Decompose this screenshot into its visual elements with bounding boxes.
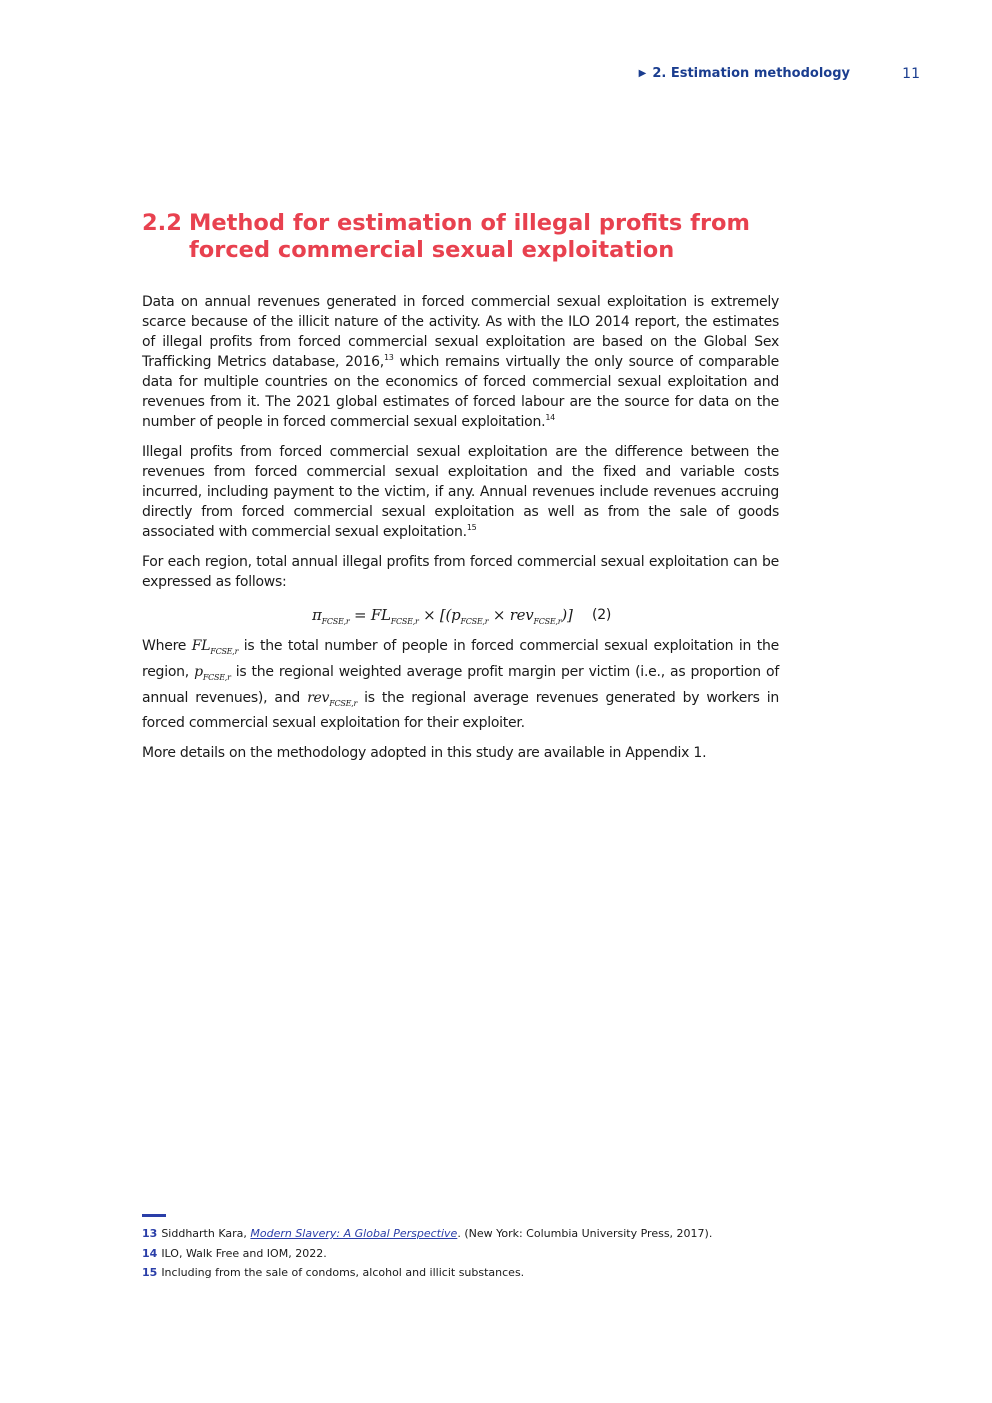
equation-row bbox=[142, 602, 779, 632]
math-p bbox=[194, 664, 231, 680]
footnote-number: 14 bbox=[142, 1246, 158, 1260]
page-number: 11 bbox=[902, 66, 920, 82]
paragraph-4-text-b: is the regional weighted average profit margin per victim (i.e., as proportion of annual revenues), and bbox=[142, 663, 780, 706]
header-section bbox=[639, 66, 850, 81]
eq-p: p bbox=[451, 606, 461, 624]
running-header bbox=[0, 66, 992, 86]
footnote-ref-14: 14 bbox=[545, 413, 555, 422]
footnote-divider bbox=[142, 1214, 166, 1217]
footnote-13 bbox=[142, 1224, 842, 1244]
footnote-number: 13 bbox=[142, 1227, 158, 1240]
paragraph-3: For each region, total annual illegal profits from forced commercial sexual exploitation can be expressed as follows: bbox=[142, 554, 779, 590]
footnote-text: Including from the sale of condoms, alcohol and illicit substances. bbox=[161, 1266, 525, 1279]
body-text bbox=[142, 292, 779, 773]
eq-rev: rev bbox=[509, 606, 534, 624]
eq-equals: = bbox=[349, 606, 371, 624]
paragraph-1 bbox=[142, 292, 779, 432]
eq-sub: FCSE,r bbox=[460, 617, 489, 626]
paragraph-2-text: Illegal profits from forced commercial sexual exploitation are the difference between the revenues from forced commercial sexual exploitation and the fixed and variable costs incurred, including payment to the victim, if any. Annual revenues include revenues accruing directly from forced commercial sexual exploitation as well as from the sale of goods associated with commercial sexual exploitation. bbox=[142, 444, 779, 540]
paragraph-1-text-b: which remains virtually the only source of comparable data for multiple countries on the economics of forced commercial sexual exploitation and revenues from it. The 2021 global estimates of forced labour are the source for data on the number of people in forced commercial sexual exploitation. bbox=[142, 354, 780, 430]
eq-fl: FL bbox=[370, 606, 391, 624]
eq-close: )] bbox=[561, 606, 573, 624]
equation bbox=[312, 605, 573, 632]
paragraph-4 bbox=[142, 636, 779, 733]
triangle-right-icon: ▶ bbox=[638, 68, 647, 79]
paragraph-4-where: Where bbox=[142, 638, 192, 654]
footnote-number: 15 bbox=[142, 1266, 158, 1279]
section-number: 2.2 bbox=[142, 210, 182, 236]
math-p-symbol: p bbox=[194, 663, 203, 680]
paragraph-2 bbox=[142, 442, 779, 542]
section-title: Method for estimation of illegal profits from forced commercial sexual exploitation bbox=[189, 210, 750, 263]
paragraph-4-text-a: is the total number of people in forced commercial sexual exploitation in the region, bbox=[142, 638, 780, 680]
math-rev bbox=[307, 690, 357, 706]
eq-times: × bbox=[488, 606, 510, 624]
math-sub: FCSE,r bbox=[329, 698, 358, 708]
footnote-link-modern-slavery[interactable]: Modern Slavery: A Global Perspective bbox=[250, 1227, 458, 1240]
eq-sub: FCSE,r bbox=[390, 617, 419, 626]
section-heading bbox=[142, 210, 782, 264]
math-fl-symbol: FL bbox=[191, 638, 211, 654]
header-section-title: 2. Estimation methodology bbox=[652, 66, 850, 81]
footnote-15 bbox=[142, 1263, 842, 1283]
footnote-ref-13: 13 bbox=[383, 353, 394, 362]
eq-sub: FCSE,r bbox=[321, 617, 350, 626]
footnote-text: ILO, Walk Free and IOM, 2022. bbox=[161, 1246, 327, 1260]
paragraph-5: More details on the methodology adopted in this study are available in Appendix 1. bbox=[142, 745, 707, 762]
math-sub: FCSE,r bbox=[202, 672, 231, 682]
footnotes bbox=[142, 1224, 842, 1283]
equation-number: (2) bbox=[592, 607, 612, 623]
math-rev-symbol: rev bbox=[307, 689, 330, 706]
footnote-14 bbox=[142, 1244, 842, 1264]
footnote-text: . (New York: Columbia University Press, 2017). bbox=[457, 1227, 713, 1240]
footnote-text: Siddharth Kara, bbox=[161, 1227, 251, 1240]
eq-open: [( bbox=[439, 606, 452, 624]
paragraph-1-text-a: Data on annual revenues generated in forced commercial sexual exploitation is extremely scarce because of the illicit nature of the activity. As with the ILO 2014 report, the estimates of illegal profits from forced commercial sexual exploitation are based on the Global Sex Trafficking Metrics database, 2016, bbox=[142, 294, 779, 370]
eq-sub: FCSE,r bbox=[533, 617, 562, 626]
eq-pi: π bbox=[312, 606, 322, 624]
paragraph-4-text-c: is the regional average revenues generated by workers in forced commercial sexual exploitation for their exploiter. bbox=[142, 689, 779, 732]
math-sub: FCSE,r bbox=[210, 646, 239, 656]
eq-times: × bbox=[418, 606, 440, 624]
footnote-ref-15: 15 bbox=[466, 523, 477, 532]
math-fl bbox=[192, 638, 238, 654]
